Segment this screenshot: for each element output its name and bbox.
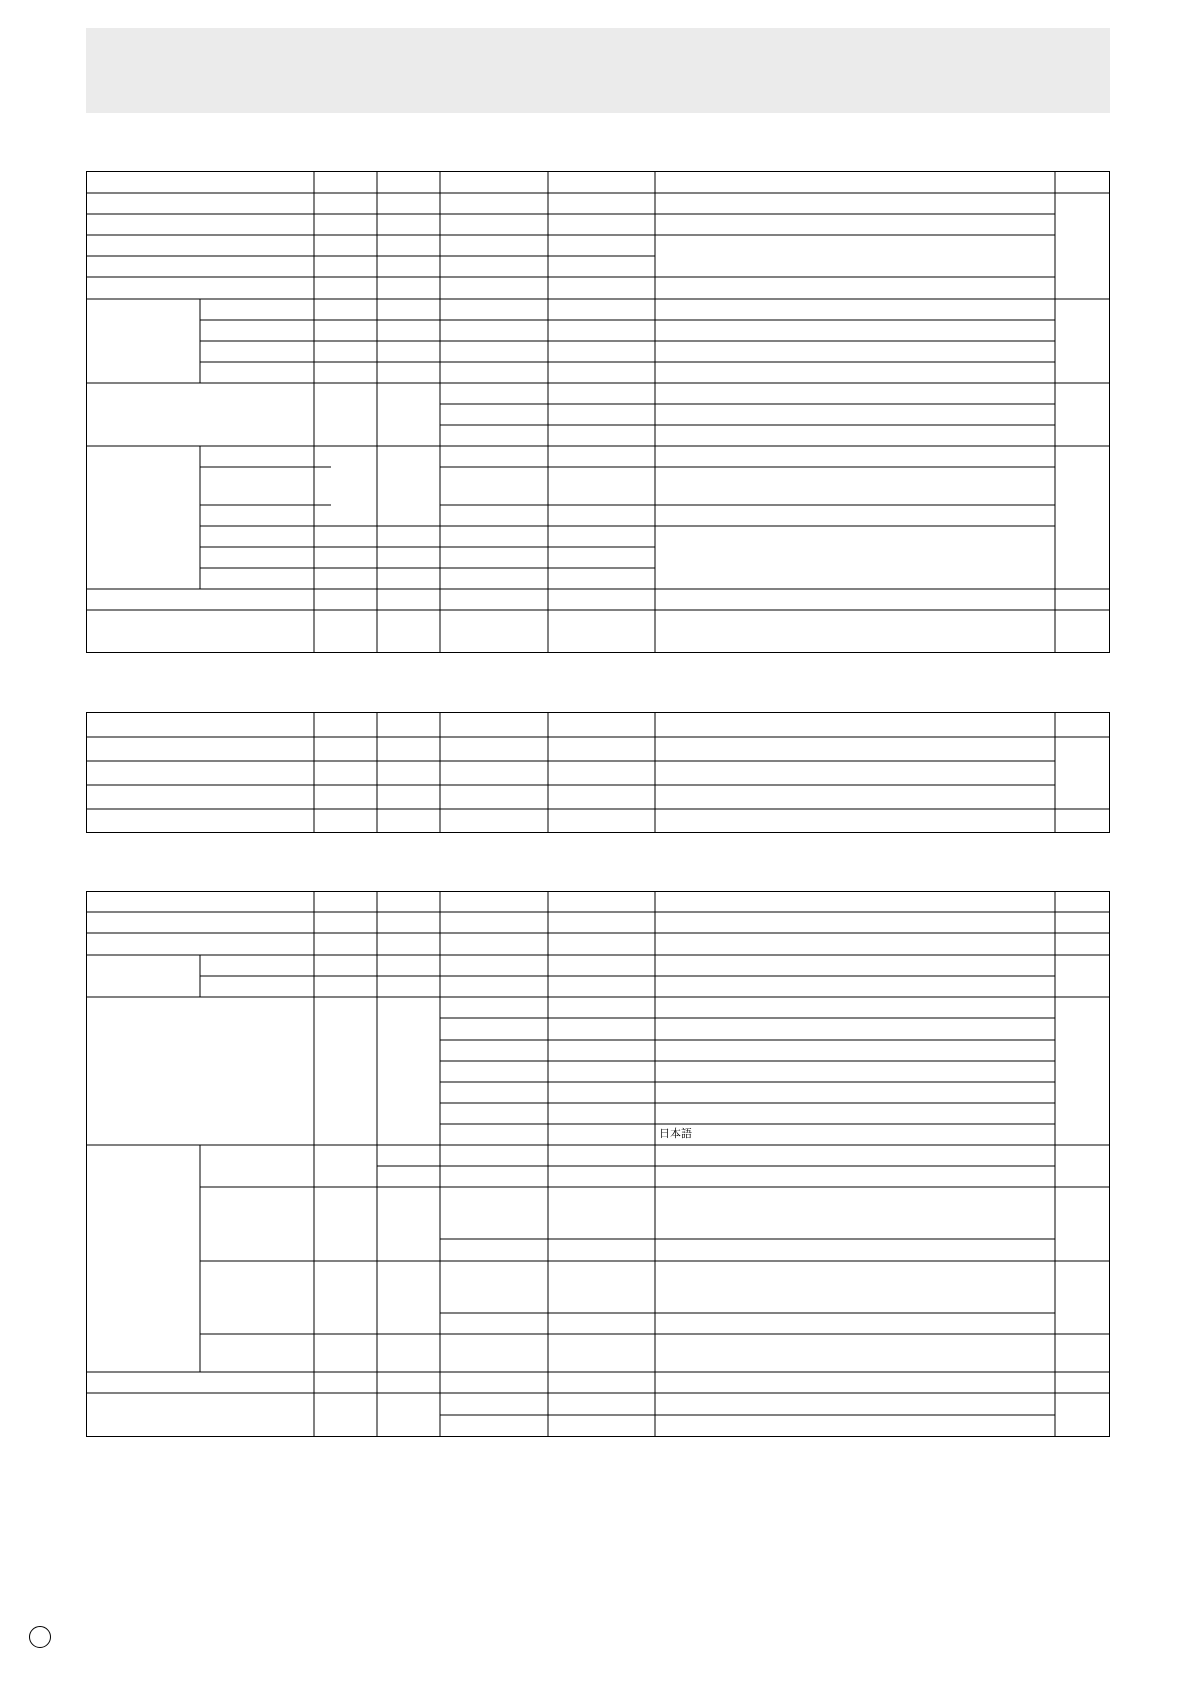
language-option-japanese: 日本語: [659, 1127, 692, 1140]
table-2-gridlines: [86, 712, 1110, 833]
table-3-gridlines: [86, 891, 1110, 1437]
header-band: [86, 28, 1110, 113]
page-number-marker: [29, 1626, 51, 1648]
settings-table-3: [86, 891, 1110, 1437]
table-1-gridlines: [86, 171, 1110, 653]
settings-table-1: [86, 171, 1110, 653]
settings-table-2: [86, 712, 1110, 833]
